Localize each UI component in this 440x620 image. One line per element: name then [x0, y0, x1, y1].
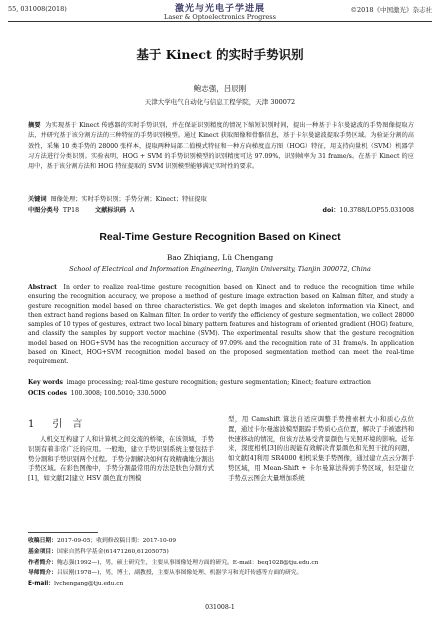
abstract-en	[28, 283, 414, 367]
header-journal	[145, 1, 295, 21]
keywords-en	[28, 379, 414, 386]
title-cn: 基于 Kinect 的实时手势识别	[136, 47, 304, 62]
abstract-cn-text: 为实现基于 Kinect 传感器的实时手势识别，并在保证识别精度的情况下缩短识别时间，提出一种基于卡尔曼滤波的手势图像提取方法，并研究基于该分割方法的三种特征的手势识别模型。通过 Kinect 获取图像和骨骼信息，基于卡尔曼滤波提取手势区域。为验证分割的高效性，采集 10 类手势的 28000 张样本，提取两种局部二值模式特征和一种方向梯度直方图（HOG）特征，用支持向量机（SVM）机器学习方法进行分类识别。实验表明，HOG + SVM 的手势识别模型的识别精度可达 97.09%，识别帧率为 31 frame/s。在基于 Kinect 的应用中，基于该分割方法和 HOG 特征提取的 SVM 识别模型能够满足实时性的要求。	[28, 122, 414, 171]
section-number: 1	[28, 419, 35, 430]
journal-name-en: Laser & Optoelectronics Progress	[164, 13, 276, 21]
abstract-cn	[28, 121, 414, 172]
running-header	[0, 0, 440, 22]
document-code: 文献标识码 A	[95, 207, 135, 214]
section-title: 引 言	[52, 419, 83, 430]
section-heading	[28, 415, 214, 429]
clc-number: 中图分类号 TP18	[28, 207, 80, 214]
ocis-codes	[28, 390, 414, 397]
intro-paragraph-left: 人机交互构建了人和计算机之间交流的桥梁，在该领域，手势识别有着非常广泛的应用。一般地，建立手势识别系统主要包括手势分割和手势识别两个过程。手势分割解决如何有效精确地分割出手势区域。在彩色图像中，手势分割最常用的方法是肤色分割方式[1]，如文献[2]建立 HSV 颜色直方图模	[28, 435, 214, 483]
footnote-advisor: 导师简介：吕辰刚(1978—)，男，博士，副教授，主要从事图像处理、机器学习和光纤传感等方面的研究。	[28, 570, 303, 577]
ocis-text: 100.3008; 100.5010; 330.5000	[70, 390, 166, 397]
body-column-right	[228, 415, 414, 484]
footnote-divider	[28, 532, 98, 533]
body-column-left	[28, 415, 214, 484]
doi[interactable]: doi：10.3788/LOP55.031008	[322, 207, 414, 214]
journal-name-cn: 激光与光电子学进展	[174, 4, 265, 14]
affiliation-en: School of Electrical and Information Engineering, Tianjin University, Tianjin 300072, China	[69, 265, 371, 273]
keywords-en-text: image processing; real-time gesture recognition; gesture segmentation; Kinect; feature extraction	[66, 379, 371, 386]
abstract-en-label: Abstract	[28, 284, 57, 291]
keywords-cn-text: 图像处理；实时手势识别；手势分割；Kinect；特征提取	[50, 196, 207, 203]
header-volume: 55, 031008(2018)	[8, 5, 67, 13]
keywords-cn	[28, 194, 414, 203]
keywords-en-label: Key words	[28, 379, 63, 386]
footnote-received: 收稿日期：2017-09-05；收到修改稿日期：2017-10-09	[28, 538, 177, 544]
classification-line	[28, 205, 414, 214]
abstract-cn-label: 摘要	[28, 122, 41, 129]
ocis-label: OCIS codes	[28, 390, 67, 397]
authors-en: Bao Zhiqiang, Lü Chengang	[166, 253, 274, 262]
intro-paragraph-right: 型，用 Camshift 算法自适应调整手势搜索框大小和质心点位置，通过卡尔曼滤波模型跟踪手势质心点位置，解决了手被遮挡和快速移动的情况，但该方法易受背景颜色与光照环境的影响。近年来，深度相机[3]的出现能有效解决背景颜色和光照干扰的问题，如文献[4]利用 SR4000 相机采集手势图像，通过建立点云分割手势区域，用 Mean-Shift + 卡尔曼算法得到手势区域，但是建立手势点云图会大量增加系统	[228, 415, 414, 482]
affiliation-cn: 天津大学电气自动化与信息工程学院，天津 300072	[144, 98, 296, 106]
page-number: 031008-1	[205, 604, 235, 611]
footnotes	[28, 536, 414, 590]
footnote-email: E-mail：lvchengang@tju.edu.cn	[28, 581, 124, 588]
title-en: Real-Time Gesture Recognition Based on Kinect	[99, 231, 341, 243]
header-divider	[8, 21, 432, 22]
authors-cn: 鲍志强，吕辰刚	[193, 84, 247, 93]
abstract-en-text: In order to realize real-time gesture recognition based on Kinect and to reduce the recognition time while ensuring the recognition accuracy, we propose a method of gesture image extraction based on Kalman filter, and study a gesture recognition model based on three characteristics. We get depth images and skeleton information via Kinect, and then extract hand regions based on Kalman filter. In order to verify the efficiency of gesture segmentation, we collect 28000 samples of 10 types of gestures, extract two local binary pattern features and histogram of oriented gradient (HOG) feature, and classify the samples by support vector machine (SVM). The experimental results show that the gesture recognition model based on HOG+SVM has the recognition accuracy of 97.09% and the recognition rate of 31 frame/s. In application based on Kinect, HOG+SVM recognition model based on the proposed segmentation method can meet the real-time requirement.	[28, 284, 415, 366]
keywords-cn-label: 关键词	[28, 196, 47, 203]
header-copyright: ©2018《中国激光》杂志社	[350, 6, 432, 14]
footnote-funding: 基金项目：国家自然科学基金(61471260,61205075)	[28, 548, 169, 555]
footnote-author: 作者简介：鲍志强(1992—)，男，硕士研究生，主要从事图像处理方面的研究。E-mail：beq1028@tju.edu.cn	[28, 559, 319, 566]
